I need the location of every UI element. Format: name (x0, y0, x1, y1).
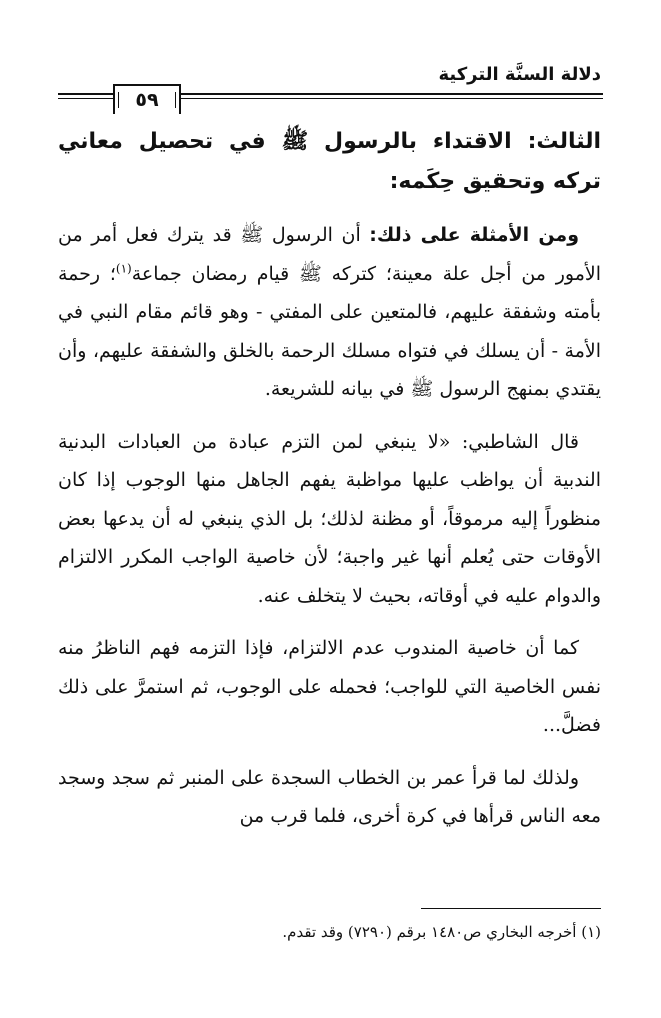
paragraph-text: أن الرسول ﷺ قد يترك فعل أمر من الأمور من أجل علة معينة؛ كتركه ﷺ قيام رمضان جماعة (58, 224, 601, 285)
footnote-marker[interactable]: (١) (115, 261, 132, 276)
footnote-separator (421, 908, 601, 909)
paragraph-examples (58, 216, 601, 409)
page-body (58, 122, 601, 850)
section-heading: الثالث: الاقتداء بالرسول ﷺ في تحصيل معاني تركه وتحقيق حِكَمه: (58, 129, 601, 194)
paragraph-mandub: كما أن خاصية المندوب عدم الالتزام، فإذا التزمه فهم الناظرُ منه نفس الخاصية التي للواجب؛ فحمله على الوجوب، ثم استمرَّ على ذلك فضلَّ... (58, 637, 601, 736)
paragraph-lead: ومن الأمثلة على ذلك: (369, 224, 580, 246)
page-number: ٥٩ (113, 84, 181, 114)
running-title: دلالة السنَّة التركية (438, 64, 601, 85)
paragraph-text-cont: ؛ رحمة بأمته وشفقة عليهم، فالمتعين على المفتي - وهو قائم مقام النبي في الأمة - أن يسلك في فتواه مسلك الرحمة بالخلق والشفقة عليهم، وأن يقتدي بمنهج الرسول ﷺ في بيانه للشريعة. (58, 262, 601, 400)
paragraph-umar: ولذلك لما قرأ عمر بن الخطاب السجدة على المنبر ثم سجد وسجد معه الناس قرأها في كرة أخرى، فلما قرب من (58, 766, 601, 827)
footnote-1: (١) أخرجه البخاري ص١٤٨٠ برقم (٧٢٩٠) وقد تقدم. (282, 923, 601, 941)
paragraph-shatibi-quote: قال الشاطبي: «لا ينبغي لمن التزم عبادة من العبادات البدنية الندبية أن يواظب عليها مواظبة يفهم الجاهل منها الوجوب إذا كان منظوراً إليه مرموقاً، أو مظنة لذلك؛ بل الذي ينبغي له أن يدعها بعض الأوقات حتى يُعلم أنها غير واجبة؛ لأن خاصية الواجب المكرر الالتزام والدوام عليه في أوقاته، بحيث لا يتخلف عنه. (58, 430, 601, 607)
